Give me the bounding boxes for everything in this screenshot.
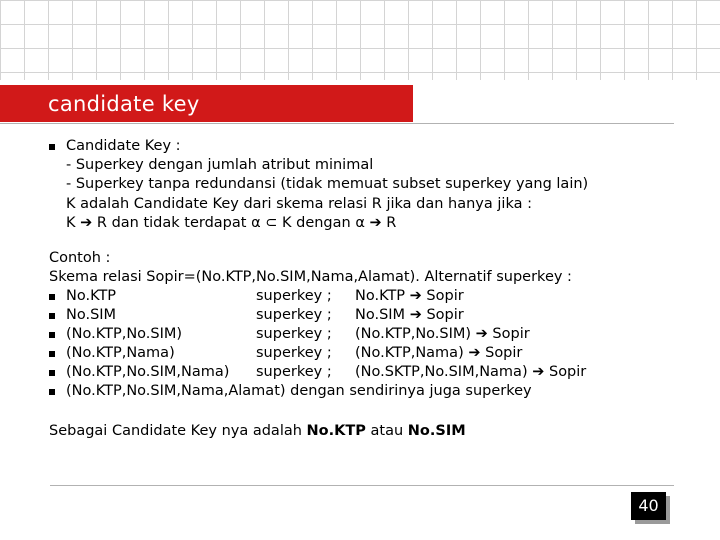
definition-line-4 [66, 214, 396, 233]
arrow-icon: ➔ [468, 345, 481, 361]
dependency-left: No.SIM [355, 307, 410, 323]
background-grid [0, 0, 720, 80]
dependency [355, 344, 522, 363]
candidate-key-2: No.SIM [407, 423, 466, 439]
superkey-attr: (No.KTP,Nama) [66, 345, 175, 361]
bullet-icon [49, 144, 55, 150]
arrow-icon: ➔ [532, 364, 545, 380]
arrow-icon: ➔ [369, 215, 382, 231]
definition-line-3: K adalah Candidate Key dari skema relasi R jika dan hanya jika : [66, 196, 532, 212]
superkey-attr: (No.KTP,No.SIM,Nama) [66, 364, 230, 380]
slide-title: candidate key [48, 92, 200, 116]
dependency-right: Sopir [544, 364, 587, 380]
superkey-last-row: (No.KTP,No.SIM,Nama,Alamat) dengan sendirinya juga superkey [66, 383, 532, 399]
superkey-attr: No.SIM [66, 307, 117, 323]
conclusion-middle: atau [365, 423, 408, 439]
dependency [355, 287, 464, 306]
top-divider [0, 123, 674, 124]
example-heading: Contoh : [49, 250, 111, 266]
candidate-key-bullet: Candidate Key : [66, 138, 181, 154]
page-number: 40 [631, 492, 666, 520]
dependency [355, 363, 586, 382]
schema-line: Skema relasi Sopir=(No.KTP,No.SIM,Nama,Alamat). Alternatif superkey : [49, 269, 572, 285]
subset-symbol: ⊂ [265, 215, 278, 231]
candidate-key-1: No.KTP [306, 423, 366, 439]
dependency-left: (No.SKTP,No.SIM,Nama) [355, 364, 533, 380]
dependency-right: Sopir [487, 326, 530, 342]
arrow-icon: ➔ [409, 307, 422, 323]
bullet-icon [49, 351, 55, 357]
alpha-symbol: α [355, 215, 365, 231]
formula-text: K [66, 215, 81, 231]
formula-text: R [381, 215, 397, 231]
bullet-icon [49, 294, 55, 300]
superkey-label: superkey ; [256, 307, 332, 323]
definition-line-2: - Superkey tanpa redundansi (tidak memuat subset superkey yang lain) [66, 176, 589, 192]
dependency-left: (No.KTP,Nama) [355, 345, 469, 361]
arrow-icon: ➔ [409, 288, 422, 304]
dependency-left: No.KTP [355, 288, 410, 304]
formula-text: R dan tidak terdapat [92, 215, 252, 231]
conclusion-prefix: Sebagai Candidate Key nya adalah [49, 423, 307, 439]
dependency-right: Sopir [421, 307, 464, 323]
alpha-symbol: α [251, 215, 261, 231]
conclusion-line [49, 422, 466, 441]
bullet-icon [49, 370, 55, 376]
arrow-icon: ➔ [475, 326, 488, 342]
bottom-divider [50, 485, 674, 486]
dependency-right: Sopir [480, 345, 523, 361]
bullet-icon [49, 389, 55, 395]
arrow-icon: ➔ [80, 215, 93, 231]
superkey-label: superkey ; [256, 288, 332, 304]
dependency [355, 325, 530, 344]
dependency-right: Sopir [421, 288, 464, 304]
superkey-attr: (No.KTP,No.SIM) [66, 326, 183, 342]
superkey-label: superkey ; [256, 326, 332, 342]
definition-line-1: - Superkey dengan jumlah atribut minimal [66, 157, 374, 173]
formula-text: K dengan [277, 215, 356, 231]
bullet-icon [49, 332, 55, 338]
superkey-label: superkey ; [256, 345, 332, 361]
dependency [355, 306, 464, 325]
dependency-left: (No.KTP,No.SIM) [355, 326, 476, 342]
superkey-attr: No.KTP [66, 288, 117, 304]
bullet-icon [49, 313, 55, 319]
superkey-label: superkey ; [256, 364, 332, 380]
